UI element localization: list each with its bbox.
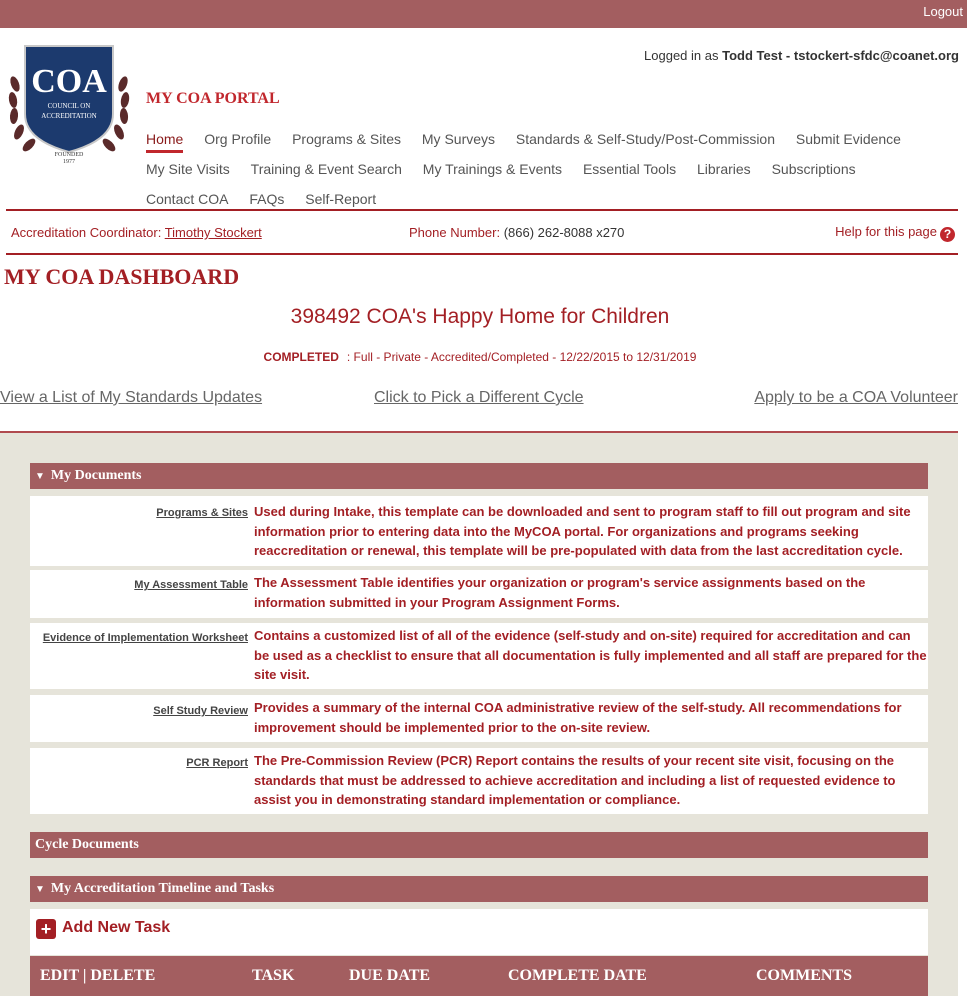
user-separator: -: [785, 48, 791, 63]
nav-faqs[interactable]: FAQs: [249, 191, 285, 207]
col-comments: COMMENTS: [756, 967, 852, 984]
nav-my-site-visits[interactable]: My Site Visits: [146, 161, 230, 177]
divider: [6, 253, 958, 255]
page-title: MY COA DASHBOARD: [4, 264, 240, 289]
logo-year: 1977: [63, 159, 75, 165]
phone-info: [409, 225, 624, 240]
doc-link-programs-sites[interactable]: Programs & Sites: [156, 507, 248, 519]
nav-libraries[interactable]: Libraries: [696, 161, 751, 177]
coordinator-label: Accreditation Coordinator:: [11, 225, 162, 240]
logout-link[interactable]: Logout: [923, 4, 963, 19]
volunteer-link[interactable]: Apply to be a COA Volunteer: [754, 389, 958, 406]
add-task-button[interactable]: [36, 919, 170, 939]
top-bar: [0, 0, 967, 28]
add-task-label: Add New Task: [62, 919, 171, 936]
logo-founded: FOUNDED: [54, 152, 84, 158]
doc-desc: Used during Intake, this template can be downloaded and sent to program staff to fill out program and site information prior to entering data into the MyCOA portal. For organizations and programs seeking reaccreditation or renewal, this template will be pre-populated with data from the last accreditation cycle.: [254, 504, 911, 558]
nav-submit-evidence[interactable]: Submit Evidence: [795, 131, 901, 147]
logo-line1: COUNCIL ON: [47, 102, 91, 110]
document-row: [30, 695, 928, 742]
logo-line2: ACCREDITATION: [41, 112, 97, 120]
help-label: Help for this page: [835, 224, 937, 239]
standards-updates-link[interactable]: View a List of My Standards Updates: [0, 389, 263, 406]
logged-in-info: [644, 48, 959, 63]
nav-standards[interactable]: Standards & Self-Study/Post-Commission: [515, 131, 776, 147]
col-due-date: DUE DATE: [349, 967, 431, 984]
timeline-header[interactable]: [30, 876, 928, 902]
nav-self-report[interactable]: Self-Report: [305, 191, 377, 207]
main-nav: [146, 124, 946, 214]
status-badge: COMPLETED: [263, 350, 339, 364]
help-icon: ?: [940, 227, 955, 242]
nav-contact-coa[interactable]: Contact COA: [146, 191, 229, 207]
phone-number: (866) 262-8088 x270: [503, 225, 625, 240]
doc-desc: The Pre-Commission Review (PCR) Report contains the results of your recent site visit, focusing on the standards that must be addressed to achieve accreditation and including a list of requested evidence to assist you in demonstrating standard implementation or compliance.: [254, 753, 896, 807]
help-link[interactable]: [835, 224, 955, 242]
doc-link-assessment-table[interactable]: My Assessment Table: [134, 579, 248, 591]
doc-link-self-study-review[interactable]: Self Study Review: [153, 705, 248, 717]
doc-link-evidence-worksheet[interactable]: Evidence of Implementation Worksheet: [42, 632, 248, 644]
portal-title: MY COA PORTAL: [146, 90, 280, 107]
caret-down-icon: ▼: [35, 471, 45, 482]
my-documents-header[interactable]: [30, 463, 928, 489]
divider: [6, 209, 958, 211]
nav-my-trainings-events[interactable]: My Trainings & Events: [422, 161, 563, 177]
my-documents-title: My Documents: [50, 468, 142, 483]
nav-programs-sites[interactable]: Programs & Sites: [292, 131, 401, 147]
nav-subscriptions[interactable]: Subscriptions: [771, 161, 856, 177]
coordinator-link[interactable]: Timothy Stockert: [164, 225, 262, 240]
col-complete-date: COMPLETE DATE: [508, 967, 647, 984]
document-row: [30, 623, 928, 689]
doc-desc: Provides a summary of the internal COA administrative review of the self-study. All recommendations for improvement should be implemented prior to the on-site review.: [254, 700, 902, 735]
pick-cycle-link[interactable]: Click to Pick a Different Cycle: [374, 389, 584, 406]
timeline-title: My Accreditation Timeline and Tasks: [50, 881, 275, 896]
logged-in-prefix: Logged in as: [644, 48, 719, 63]
document-row: [30, 496, 928, 566]
phone-label: Phone Number:: [409, 225, 501, 240]
cycle-documents-header[interactable]: [30, 832, 928, 858]
caret-down-icon: ▼: [35, 884, 45, 895]
nav-my-surveys[interactable]: My Surveys: [421, 131, 496, 147]
col-task: TASK: [252, 967, 295, 984]
doc-desc: The Assessment Table identifies your organization or program's service assignments based on the information submitted in your Program Assignment Forms.: [254, 575, 866, 610]
nav-org-profile[interactable]: Org Profile: [204, 131, 272, 147]
tasks-table-header: [30, 956, 928, 996]
plus-icon: +: [36, 919, 56, 939]
col-edit-delete: EDIT | DELETE: [40, 967, 156, 984]
coa-logo[interactable]: [5, 44, 133, 168]
doc-desc: Contains a customized list of all of the evidence (self-study and on-site) required for accreditation and can be used as a checklist to ensure that all documentation is fully implemented and all staff are prepared for the site visit.: [254, 628, 927, 682]
logo-abbr: COA: [31, 63, 107, 100]
document-row: [30, 570, 928, 618]
nav-training-event-search[interactable]: Training & Event Search: [250, 161, 402, 177]
doc-link-pcr-report[interactable]: PCR Report: [186, 757, 248, 769]
nav-home[interactable]: Home: [146, 128, 183, 153]
document-row: [30, 748, 928, 814]
coordinator-info: [11, 225, 262, 240]
status-detail: : Full - Private - Accredited/Completed - 12/22/2015 to 12/31/2019: [346, 350, 697, 364]
cycle-documents-title: Cycle Documents: [35, 837, 139, 852]
user-name: Todd Test: [722, 48, 783, 63]
task-area: [30, 909, 928, 955]
status-line: [0, 350, 960, 364]
org-name: 398492 COA's Happy Home for Children: [290, 305, 670, 328]
nav-essential-tools[interactable]: Essential Tools: [582, 161, 677, 177]
user-email: tstockert-sfdc@coanet.org: [793, 48, 959, 63]
